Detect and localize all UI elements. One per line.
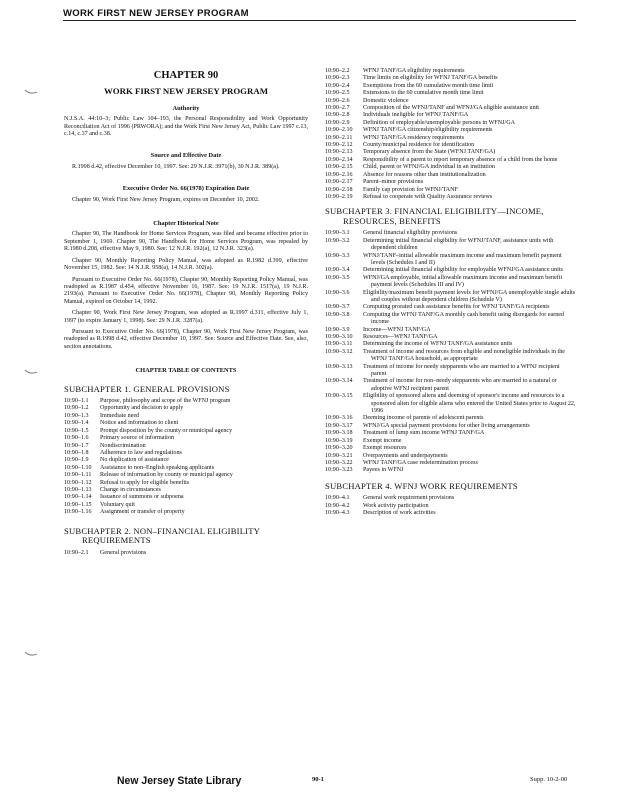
toc-entry: [64, 443, 308, 450]
toc-entry: [325, 453, 576, 460]
section-title: General work requirement provisions: [363, 495, 455, 502]
section-number: 10:90–1.12: [64, 479, 92, 486]
history-notes: [64, 231, 308, 351]
toc-entry: [325, 164, 576, 171]
section-number: 10:90–3.23: [325, 467, 353, 474]
section-title: No duplication of assistance: [100, 457, 169, 464]
section-title: Exempt resources: [363, 445, 407, 452]
section-title: WFNJ TANF/GA citizenship/eligibility requirements: [363, 127, 493, 134]
section-number: 10:90–2.18: [325, 186, 353, 193]
section-number: 10:90–2.4: [325, 82, 350, 89]
section-title: Income—WFNJ TANF/GA: [363, 326, 431, 333]
section-number: 10:90–2.10: [325, 127, 353, 134]
toc-entry: [325, 127, 576, 134]
section-title: Exemptions from the 60 cumulative month time limit: [363, 82, 494, 89]
toc-entry: [325, 312, 576, 327]
section-number: 10:90–4.3: [325, 510, 350, 517]
section-number: 10:90–3.20: [325, 445, 353, 452]
section-title: Time limits on eligibility for WFNJ TANF/GA benefits: [363, 75, 498, 82]
toc-entry: [325, 510, 576, 517]
section-title: Responsibility of a parent to report temporary absence of a child from the home: [363, 156, 558, 163]
subchapter-1-list: [64, 398, 308, 517]
section-number: 10:90–3.21: [325, 452, 353, 459]
section-title: Payees in WFNJ: [363, 467, 404, 474]
history-paragraph: Chapter 90, Work First New Jersey Program, was adopted as R.1997 d.311, effective July 1, 1997 (to expire January 1, 1998). See: 29 N.J.R. 3287(a).: [64, 310, 308, 324]
section-number: 10:90–2.15: [325, 164, 353, 171]
toc-entry: [64, 480, 308, 487]
section-title: Eligibility/maximum benefit payment levels for WFNJ/GA unemployable single adults and couples without dependent children (Schedule V): [363, 289, 576, 303]
toc-entry: [64, 509, 308, 516]
section-number: 10:90–3.12: [325, 348, 353, 355]
section-title: Adherence to law and regulations: [100, 449, 182, 456]
section-number: 10:90–2.1: [64, 549, 89, 556]
section-title: Refusal to apply for eligible benefits: [100, 479, 190, 486]
history-paragraph: Chapter 90, The Handbook for Home Services Program, was filed and became effective prior to September 1, 1969. Chapter 90, The Handbook for Home Services Program, was repealed by R.1980 d.208, effective May 9, 1980. See: 12 N.J.R. 192(a), 12 N.J.R. 323(a).: [64, 231, 308, 253]
section-number: 10:90–2.3: [325, 75, 350, 82]
history-paragraph: Pursuant to Executive Order No. 66(1978), Chapter 90, Monthly Reporting Policy Manual, was readopted as R.1987 d.454, effective November 16, 1987. See: 19 N.J.R. 1517(a), 19 N.J.R. 2193(a). Pursuant to Executive Order No. 66(1978), Chapter 90, Monthly Reporting Policy Manual, expired on October 14, 1992.: [64, 276, 308, 305]
toc-entry: [325, 503, 576, 510]
toc-entry: [325, 460, 576, 467]
section-number: 10:90–1.5: [64, 427, 89, 434]
toc-entry: [325, 157, 576, 164]
section-number: 10:90–3.10: [325, 334, 353, 340]
toc-entry: [64, 435, 308, 442]
section-number: 10:90–1.7: [64, 442, 89, 449]
section-title: Resources—WFNJ TANF/GA: [363, 334, 438, 340]
section-title: Immediate need: [100, 412, 140, 419]
toc-entry: [325, 290, 576, 305]
subchapter-3-heading: SUBCHAPTER 3. FINANCIAL ELIGIBILITY—INCOME, RESOURCES, BENEFITS: [325, 206, 544, 226]
section-number: 10:90–2.19: [325, 193, 353, 200]
section-title: WFNJ TANF/GA eligibility requirements: [363, 68, 465, 74]
section-number: 10:90–3.11: [325, 341, 353, 348]
chapter-number: CHAPTER 90: [153, 70, 219, 81]
toc-entry: [64, 398, 308, 405]
history-paragraph: Chapter 90, Monthly Reporting Policy Manual, was adopted as R.1982 d.399, effective November 15, 1982. See: 14 N.J.R. 958(a), 14 N.J.R. 302(a).: [64, 257, 308, 272]
section-number: 10:90–3.9: [325, 326, 350, 333]
toc-entry: [325, 90, 576, 97]
section-title: Purpose, philosophy and scope of the WFNJ program: [100, 398, 231, 405]
section-title: Computing prorated cash assistance benefits for WFNJ TANF/GA recipients: [363, 304, 550, 311]
section-number: 10:90–3.22: [325, 459, 353, 466]
toc-entry: [325, 83, 576, 90]
section-title: Description of work activities: [363, 510, 436, 517]
section-title: Voluntary quit: [100, 501, 135, 508]
toc-entry: [64, 420, 308, 427]
chapter-title: WORK FIRST NEW JERSEY PROGRAM: [103, 86, 269, 97]
section-number: 10:90–1.14: [64, 494, 92, 501]
section-number: 10:90–3.18: [325, 430, 353, 437]
toc-entry: [325, 98, 576, 105]
section-number: 10:90–3.14: [325, 378, 353, 385]
section-title: Child, parent or WFNJ/GA individual in an institution: [363, 164, 495, 171]
subchapter-1-heading: SUBCHAPTER 1. GENERAL PROVISIONS: [64, 383, 230, 394]
toc-entry: [325, 230, 576, 237]
section-title: Temporary absence from the State (WFNJ TANF/GA): [363, 149, 496, 156]
section-number: 10:90–2.5: [325, 90, 350, 97]
section-number: 10:90–1.2: [64, 405, 89, 412]
source-text: R.1998 d.42, effective December 10, 1997. See: 29 N.J.R. 3971(b), 30 N.J.R. 389(a).: [72, 163, 280, 170]
section-title: Notice and information to client: [100, 420, 179, 427]
section-title: Treatment of lump sum income WFNJ TANF/GA: [363, 430, 485, 437]
expiration-text: Chapter 90, Work First New Jersey Program, expires on December 10, 2002.: [72, 196, 260, 203]
section-number: 10:90–2.11: [325, 134, 353, 141]
section-title: Extensions to the 60 cumulative month time limit: [363, 90, 484, 97]
section-title: Assistance to non–English speaking applicants: [100, 464, 215, 471]
toc-entry: [64, 405, 308, 412]
section-number: 10:90–3.7: [325, 304, 350, 311]
section-title: Change in circumstances: [100, 486, 161, 493]
section-number: 10:90–3.16: [325, 415, 353, 422]
toc-entry: [64, 550, 308, 557]
supplement-date: Supp. 10-2-00: [530, 776, 568, 783]
toc-entry: [325, 327, 576, 334]
toc-entry: [64, 457, 308, 464]
section-title: Family cap provision for WFNJ/TANF: [363, 186, 458, 193]
history-paragraph: Pursuant to Executive Order No. 66(1978), Chapter 90, Work First New Jersey Program, was readopted as R.1998 d.42, effective December 10, 1997. See: Source and Effective Date. See, also, section annotations.: [64, 328, 308, 350]
subchapter-2-list: [325, 68, 576, 201]
toc-entry: [325, 393, 576, 415]
section-number: 10:90–1.3: [64, 412, 89, 419]
section-title: Determining initial financial eligibility for employable WFNJ/GA assistance units: [363, 267, 563, 274]
toc-entry: [64, 428, 308, 435]
section-title: Nondiscrimination: [100, 442, 146, 449]
section-title: Release of information by county or municipal agency: [100, 472, 233, 479]
section-number: 10:90–1.13: [64, 486, 92, 493]
subchapter-4-list: [325, 495, 576, 517]
section-number: 10:90–2.14: [325, 156, 353, 163]
history-heading: Chapter Historical Note: [153, 220, 219, 228]
section-title: Parent–minor provisions: [363, 179, 424, 186]
section-title: Exempt income: [363, 437, 402, 444]
toc-entry: [325, 378, 576, 393]
margin-mark-icon: [24, 368, 38, 376]
toc-entry: [64, 472, 308, 479]
toc-entry: [325, 120, 576, 127]
left-column: [64, 68, 308, 557]
section-title: Domestic violence: [363, 97, 409, 104]
section-title: Work activity participation: [363, 502, 429, 509]
subchapter-3-list: [325, 230, 576, 474]
section-number: 10:90–3.3: [325, 252, 350, 259]
toc-entry: [325, 135, 576, 142]
section-title: WFNJ TANF/GA residency requirements: [363, 134, 465, 141]
section-number: 10:90–3.17: [325, 422, 353, 429]
section-number: 10:90–2.6: [325, 97, 350, 104]
section-number: 10:90–2.7: [325, 105, 350, 112]
section-title: Primary source of information: [100, 435, 174, 442]
toc-entry: [325, 149, 576, 156]
toc-entry: [64, 494, 308, 501]
section-number: 10:90–2.12: [325, 142, 353, 149]
toc-entry: [325, 349, 576, 364]
toc-entry: [325, 445, 576, 452]
section-title: General financial eligibility provisions: [363, 230, 458, 237]
section-number: 10:90–3.15: [325, 393, 353, 400]
toc-entry: [325, 172, 576, 179]
toc-entry: [325, 238, 576, 253]
toc-entry: [325, 275, 576, 290]
toc-heading: CHAPTER TABLE OF CONTENTS: [135, 367, 237, 375]
margin-mark-icon: [24, 650, 38, 658]
section-title: General provisions: [100, 549, 147, 556]
section-number: 10:90–4.1: [325, 495, 350, 502]
section-number: 10:90–2.8: [325, 112, 350, 119]
section-title: Individuals ineligible for WFNJ TANF/GA: [363, 112, 469, 119]
toc-entry: [325, 187, 576, 194]
section-number: 10:90–2.16: [325, 171, 353, 178]
section-title: Prompt disposition by the county or municipal agency: [100, 427, 233, 434]
section-number: 10:90–1.11: [64, 472, 92, 479]
section-number: 10:90–1.6: [64, 435, 89, 442]
section-number: 10:90–2.9: [325, 119, 350, 126]
toc-entry: [325, 75, 576, 82]
toc-entry: [325, 415, 576, 422]
toc-entry: [325, 438, 576, 445]
section-title: WFNJ/GA special payment provisions for other living arrangements: [363, 422, 530, 429]
section-number: 10:90–2.2: [325, 68, 350, 74]
subchapter-4-heading: SUBCHAPTER 4. WFNJ WORK REQUIREMENTS: [325, 480, 518, 491]
section-number: 10:90–1.15: [64, 501, 92, 508]
authority-text: N.J.S.A. 44:10–3; Public Law 104–193, the Personal Responsibility and Work Opportunity Reconciliation Act of 1996 (PRWORA); and the Work First New Jersey Act, Public Law 1997 c.13, c.14, c.37 and c.38.: [64, 116, 308, 138]
section-title: Refusal to cooperate with Quality Assurance reviews: [363, 193, 493, 200]
toc-entry: [325, 467, 576, 474]
expiration-heading: Executive Order No. 66(1978) Expiration Date: [122, 185, 250, 193]
section-number: 10:90–2.17: [325, 179, 353, 186]
section-number: 10:90–1.9: [64, 457, 89, 464]
section-title: Assignment or transfer of property: [100, 509, 185, 516]
section-number: 10:90–1.16: [64, 509, 92, 516]
toc-entry: [325, 304, 576, 311]
toc-entry: [64, 465, 308, 472]
right-column: [325, 68, 576, 517]
section-number: 10:90–1.1: [64, 398, 89, 405]
section-title: Opportunity and decision to apply: [100, 405, 184, 412]
section-title: Treatment of income for needy stepparents who are married to a WFNJ recipient parent: [363, 363, 560, 378]
toc-entry: [325, 112, 576, 119]
toc-entry: [325, 267, 576, 274]
section-title: Definition of employable/unemployable persons in WFNJ/GA: [363, 119, 516, 126]
toc-entry: [325, 253, 576, 268]
source-heading: Source and Effective Date: [150, 152, 222, 160]
toc-entry: [325, 194, 576, 201]
section-title: Absence for reasons other than institutionalization: [363, 171, 486, 178]
margin-mark-icon: [24, 88, 38, 96]
section-number: 10:90–3.19: [325, 437, 353, 444]
section-title: WFNJ/GA employable, initial allowable maximum income and maximum benefit payment levels (Schedules III and IV): [363, 274, 563, 289]
toc-entry: [325, 430, 576, 437]
section-title: County/municipal residence for identification: [363, 142, 475, 149]
library-stamp: New Jersey State Library: [117, 775, 242, 787]
section-number: 10:90–4.2: [325, 502, 350, 509]
toc-entry: [325, 364, 576, 379]
section-title: Determining initial financial eligibility for WFNJ/TANF, assistance units with dependent children: [363, 237, 554, 252]
section-number: 10:90–3.2: [325, 237, 350, 244]
authority-heading: Authority: [172, 104, 200, 112]
section-title: Treatment of income and resources from eligible and noneligible individuals in the WFNJ TANF/GA household, as appropriate: [363, 348, 566, 363]
section-number: 10:90–3.1: [325, 230, 350, 237]
section-number: 10:90–1.4: [64, 420, 89, 427]
toc-entry: [325, 341, 576, 348]
section-title: Deeming income of parents of adolescent parents: [363, 415, 484, 422]
section-title: Eligibility of sponsored aliens and deeming of sponsor's income and resources to a sponsored alien for eligible aliens who entered the United States prior to August 22, 1996: [363, 393, 576, 415]
section-title: Treatment of income for non–needy stepparents who are married to a natural or adoptive WFNJ recipient parent: [363, 378, 557, 392]
section-title: Determining the income of WFNJ TANF/GA assistance units: [363, 341, 513, 348]
section-title: Overpayments and underpayments: [363, 452, 448, 459]
section-number: 10:90–3.13: [325, 363, 353, 370]
section-title: WFNJ TANF/GA case redetermination process: [363, 459, 478, 466]
section-number: 10:90–1.8: [64, 449, 89, 456]
section-number: 10:90–3.4: [325, 267, 350, 274]
section-number: 10:90–3.6: [325, 289, 350, 296]
subchapter-2-heading: SUBCHAPTER 2. NON–FINANCIAL ELIGIBILITY REQUIREMENTS: [64, 525, 260, 546]
section-title: Composition of the WFNJ/TANF and WFNJ/GA eligible assistance unit: [363, 105, 539, 112]
page-number: 90-1: [312, 776, 324, 783]
section-title: WFNJ/TANF–initial allowable maximum income and maximum benefit payment levels (Schedules I and II): [363, 252, 562, 266]
toc-entry: [325, 179, 576, 186]
running-head: WORK FIRST NEW JERSEY PROGRAM: [63, 8, 576, 21]
section-number: 10:90–3.8: [325, 311, 350, 318]
section-number: 10:90–3.5: [325, 274, 350, 281]
toc-entry: [325, 495, 576, 502]
section-title: Issuance of summons or subpoena: [100, 494, 184, 501]
section-title: Computing the WFNJ TANF/GA monthly cash benefit using disregards for earned income: [363, 311, 565, 326]
section-number: 10:90–2.13: [325, 149, 353, 156]
section-number: 10:90–1.10: [64, 464, 92, 471]
